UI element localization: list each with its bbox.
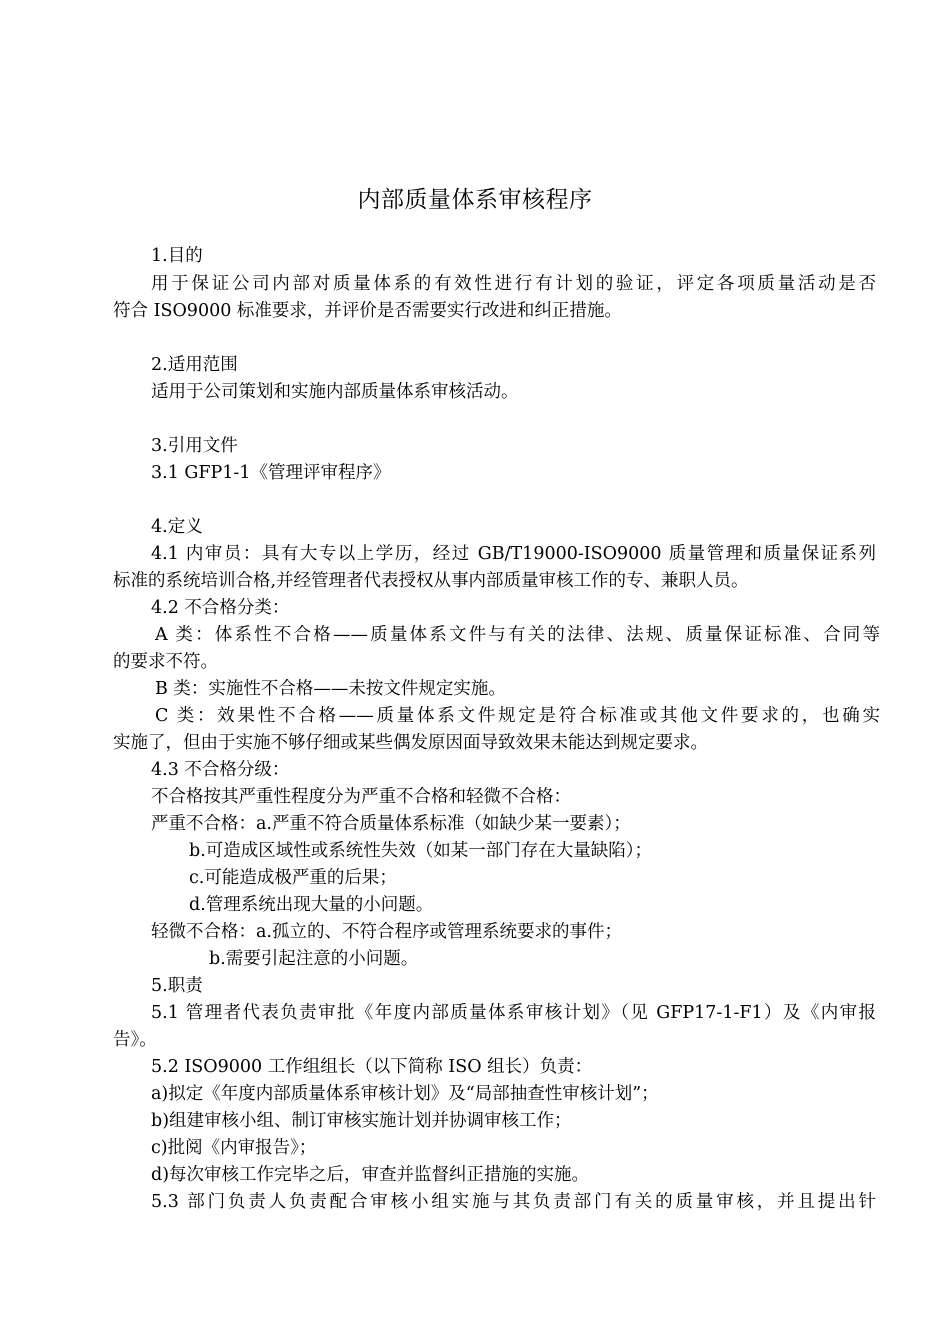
paragraph-line: A 类：体系性不合格——质量体系文件与有关的法律、法规、质量保证标准、合同等: [155, 625, 880, 645]
paragraph-line: b)组建审核小组、制订审核实施计划并协调审核工作；: [151, 1111, 572, 1131]
paragraph-line: 标准的系统培训合格,并经管理者代表授权从事内部质量审核工作的专、兼职人员。: [113, 571, 749, 591]
paragraph-line: b.可造成区域性或系统性失效（如某一部门存在大量缺陷）；: [189, 841, 653, 861]
section-heading-scope: 2.适用范围: [151, 355, 238, 375]
paragraph-line: 符合 ISO9000 标准要求，并评价是否需要实行改进和纠正措施。: [113, 301, 622, 321]
paragraph-line: 轻微不合格：a.孤立的、不符合程序或管理系统要求的事件；: [151, 922, 622, 942]
paragraph-line: 严重不合格：a.严重不符合质量体系标准（如缺少某一要素）；: [151, 814, 631, 834]
paragraph-line: c)批阅《内审报告》；: [151, 1138, 317, 1158]
paragraph-line: 5.3 部门负责人负责配合审核小组实施与其负责部门有关的质量审核，并且提出针: [151, 1192, 876, 1212]
paragraph-line: 3.1 GFP1-1《管理评审程序》: [151, 463, 391, 483]
paragraph-line: 告》。: [113, 1030, 157, 1050]
paragraph-line: 5.1 管理者代表负责审批《年度内部质量体系审核计划》（见 GFP17-1-F1）及《内审报: [151, 1003, 876, 1023]
section-heading-definitions: 4.定义: [151, 517, 203, 537]
paragraph-line: 的要求不符。: [113, 652, 218, 672]
paragraph-line: 5.2 ISO9000 工作组组长（以下简称 ISO 组长）负责：: [151, 1057, 593, 1077]
paragraph-line: 4.3 不合格分级：: [151, 760, 290, 780]
section-heading-responsibilities: 5.职责: [151, 976, 203, 996]
paragraph-line: 实施了，但由于实施不够仔细或某些偶发原因面导致效果未能达到规定要求。: [113, 733, 708, 753]
page-title: 内部质量体系审核程序: [357, 187, 593, 213]
paragraph-line: 不合格按其严重性程度分为严重不合格和轻微不合格：: [151, 787, 571, 807]
paragraph-line: c.可能造成极严重的后果；: [189, 868, 397, 888]
paragraph-line: 用于保证公司内部对质量体系的有效性进行有计划的验证，评定各项质量活动是否: [151, 274, 876, 294]
paragraph-line: 适用于公司策划和实施内部质量体系审核活动。: [151, 382, 519, 402]
paragraph-line: C 类：效果性不合格——质量体系文件规定是符合标准或其他文件要求的，也确实: [155, 706, 880, 726]
paragraph-line: a)拟定《年度内部质量体系审核计划》及“局部抽查性审核计划”；: [151, 1084, 659, 1104]
paragraph-line: 4.1 内审员：具有大专以上学历，经过 GB/T19000-ISO9000 质量管理和质量保证系列: [151, 544, 876, 564]
paragraph-line: d.管理系统出现大量的小问题。: [189, 895, 434, 915]
paragraph-line: d)每次审核工作完毕之后，审查并监督纠正措施的实施。: [151, 1165, 590, 1185]
section-heading-references: 3.引用文件: [151, 436, 238, 456]
paragraph-line: 4.2 不合格分类：: [151, 598, 290, 618]
paragraph-line: b.需要引起注意的小问题。: [209, 949, 419, 969]
section-heading-purpose: 1.目的: [151, 246, 203, 266]
paragraph-line: B 类：实施性不合格——未按文件规定实施。: [155, 679, 506, 699]
